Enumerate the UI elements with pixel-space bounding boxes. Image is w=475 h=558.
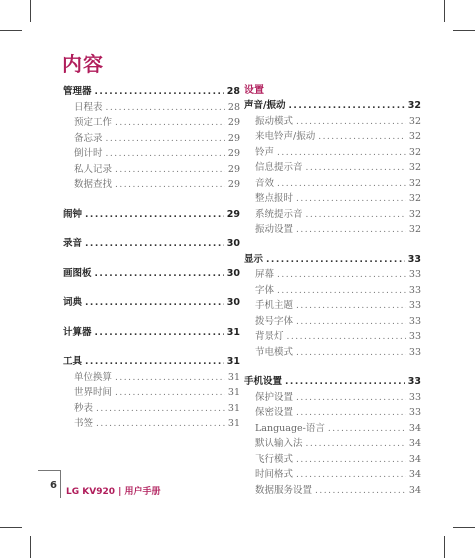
toc-entry-label: 管理器	[63, 86, 92, 97]
dot-leader	[106, 101, 225, 117]
dot-leader	[296, 346, 406, 362]
toc-page-number: 34	[408, 469, 421, 480]
toc-page-number: 33	[408, 331, 421, 342]
toc-subentry[interactable]	[63, 385, 240, 401]
toc-heading[interactable]	[63, 325, 240, 341]
crop-mark	[0, 30, 22, 31]
toc-entry-label: 数据服务设置	[255, 484, 313, 496]
toc-subentry[interactable]	[63, 100, 240, 116]
footer-divider	[60, 470, 61, 498]
crop-mark	[30, 536, 31, 558]
dot-leader	[277, 177, 406, 193]
crop-mark	[444, 0, 445, 22]
dot-leader	[296, 192, 406, 208]
toc-page-number: 29	[227, 148, 240, 159]
toc-entry-label: 拨号字体	[255, 315, 294, 327]
section-gap	[63, 222, 240, 236]
toc-heading[interactable]	[63, 295, 240, 311]
toc-subentry[interactable]	[63, 401, 240, 417]
dot-leader	[106, 147, 225, 163]
toc-page-number: 31	[227, 418, 240, 429]
toc-subentry[interactable]	[244, 160, 421, 176]
footer-rule	[38, 470, 60, 471]
toc-page-number: 32	[408, 146, 421, 158]
toc-subentry[interactable]	[244, 267, 421, 283]
dot-leader	[296, 299, 406, 315]
toc-page-number: 32	[407, 100, 421, 111]
crop-mark	[444, 536, 445, 558]
toc-entry-label: 数据查找	[74, 179, 113, 190]
section-title-settings: 设置	[244, 85, 264, 96]
toc-entry-label: 保护设置	[255, 391, 294, 403]
dot-leader	[306, 437, 406, 453]
dot-leader	[115, 163, 225, 179]
section-gap	[244, 238, 421, 252]
crop-mark	[453, 30, 475, 31]
toc-page-number: 28	[226, 86, 240, 97]
toc-page-number: 31	[226, 356, 240, 367]
toc-subentry[interactable]	[244, 483, 421, 499]
dot-leader	[115, 386, 225, 402]
section-gap	[63, 281, 240, 295]
toc-page-number: 32	[408, 193, 421, 204]
dot-leader	[95, 85, 224, 101]
toc-subentry[interactable]	[244, 176, 421, 192]
toc-page-number: 34	[408, 453, 421, 465]
toc-entry-label: 画图板	[63, 267, 92, 279]
toc-subentry[interactable]	[63, 416, 240, 432]
section-gap	[63, 193, 240, 207]
dot-leader	[115, 371, 225, 387]
page-title: 内容	[62, 52, 104, 76]
toc-entry-label: 字体	[255, 284, 275, 296]
toc-page-number: 34	[408, 438, 421, 449]
toc-page-number: 29	[227, 163, 240, 175]
toc-subentry[interactable]	[244, 421, 421, 437]
toc-entry-label: 飞行模式	[255, 453, 294, 465]
toc-heading[interactable]	[244, 252, 421, 268]
toc-entry-label: 备忘录	[74, 132, 103, 144]
toc-page-number: 29	[227, 179, 240, 190]
toc-page-number: 32	[408, 162, 421, 173]
dot-leader	[287, 330, 406, 346]
dot-leader	[85, 237, 224, 253]
toc-page-number: 33	[408, 315, 421, 327]
toc-page-number: 33	[408, 284, 421, 296]
toc-entry-label: 振动设置	[255, 224, 294, 235]
toc-entry-label: 单位换算	[74, 371, 113, 383]
toc-entry-label: 铃声	[255, 146, 275, 158]
toc-subentry[interactable]	[244, 452, 421, 468]
toc-subentry[interactable]	[244, 467, 421, 483]
toc-subentry[interactable]	[63, 177, 240, 193]
toc-entry-label: 词典	[63, 297, 83, 308]
toc-entry-label: 默认输入法	[255, 438, 303, 449]
toc-subentry[interactable]	[244, 129, 421, 145]
toc-page-number: 33	[407, 376, 421, 387]
toc-heading[interactable]	[63, 236, 240, 252]
dot-leader	[296, 115, 406, 131]
toc-page-number: 33	[408, 391, 421, 403]
toc-page-number: 31	[227, 402, 240, 414]
toc-entry-label: 日程表	[74, 101, 103, 113]
toc-subentry[interactable]	[244, 405, 421, 421]
dot-leader	[266, 253, 405, 269]
toc-entry-label: 屏幕	[255, 269, 275, 280]
toc-page-number: 33	[408, 407, 421, 418]
dot-leader	[296, 223, 406, 239]
toc-entry-label: 世界时间	[74, 387, 113, 398]
toc-entry-label: 手机主题	[255, 300, 294, 311]
dot-leader	[85, 208, 224, 224]
section-gap	[63, 252, 240, 266]
toc-subentry[interactable]	[244, 436, 421, 452]
dot-leader	[106, 132, 225, 148]
toc-page-number: 28	[227, 101, 240, 113]
toc-entry-label: 时间格式	[255, 469, 294, 480]
toc-page-number: 29	[226, 208, 240, 220]
dot-leader	[285, 375, 405, 391]
toc-entry-label: 预定工作	[74, 117, 113, 128]
toc-page-number: 34	[408, 422, 421, 434]
dot-leader	[96, 417, 225, 433]
settings-groups	[244, 98, 421, 498]
toc-page-number: 32	[408, 208, 421, 220]
toc-entry-label: 振动模式	[255, 115, 294, 127]
toc-subentry[interactable]	[244, 191, 421, 207]
toc-heading[interactable]	[63, 84, 240, 100]
toc-heading[interactable]	[63, 266, 240, 282]
dot-leader	[115, 178, 225, 194]
dot-leader	[328, 422, 406, 438]
dot-leader	[296, 406, 406, 422]
dot-leader	[96, 402, 225, 418]
dot-leader	[306, 208, 406, 224]
toc-entry-label: 工具	[63, 356, 83, 367]
toc-page-number: 30	[226, 297, 240, 308]
toc-entry-label: 背景灯	[255, 331, 284, 342]
crop-mark	[0, 527, 22, 528]
toc-entry-label: 来电铃声/振动	[255, 131, 316, 142]
toc-page-number: 32	[408, 177, 421, 189]
toc-entry-label: 书签	[74, 418, 94, 429]
toc-page-number: 31	[227, 387, 240, 398]
dot-leader	[277, 146, 406, 162]
toc-entry-label: 声音/振动	[244, 100, 286, 111]
toc-entry-label: 计算器	[63, 326, 92, 338]
toc-page-number: 33	[407, 253, 421, 265]
toc-page-number: 33	[408, 269, 421, 280]
toc-page-number: 30	[226, 267, 240, 279]
toc-page-number: 31	[226, 326, 240, 338]
toc-page-number: 32	[408, 224, 421, 235]
toc-subentry[interactable]	[63, 162, 240, 178]
dot-leader	[296, 315, 406, 331]
section-gap	[63, 311, 240, 325]
crop-mark	[30, 0, 31, 22]
toc-page-number: 34	[408, 484, 421, 496]
dot-leader	[277, 268, 406, 284]
dot-leader	[296, 453, 406, 469]
toc-entry-label: 信息提示音	[255, 162, 303, 173]
toc-heading[interactable]	[63, 354, 240, 370]
dot-leader	[85, 296, 224, 312]
toc-entry-label: 音效	[255, 177, 275, 189]
toc-entry-label: 保密设置	[255, 407, 294, 418]
toc-page-number: 31	[227, 371, 240, 383]
toc-subentry[interactable]	[63, 370, 240, 386]
toc-entry-label: 显示	[244, 253, 264, 265]
dot-leader	[277, 284, 406, 300]
toc-entry-label: 整点报时	[255, 193, 294, 204]
dot-leader	[306, 161, 406, 177]
toc-page-number: 29	[227, 132, 240, 144]
toc-subentry[interactable]	[244, 145, 421, 161]
toc-entry-label: 节电模式	[255, 346, 294, 358]
toc-entry-label: 系统提示音	[255, 208, 303, 220]
toc-subentry[interactable]	[244, 314, 421, 330]
dot-leader	[318, 130, 406, 146]
dot-leader	[85, 355, 224, 371]
toc-page-number: 33	[408, 346, 421, 358]
toc-entry-label: 私人记录	[74, 163, 113, 175]
toc-subentry[interactable]	[63, 131, 240, 147]
toc-left-column	[63, 84, 240, 432]
toc-page-number: 33	[408, 300, 421, 311]
dot-leader	[95, 267, 224, 283]
section-gap	[63, 340, 240, 354]
toc-heading[interactable]	[63, 207, 240, 223]
toc-page-number: 32	[408, 115, 421, 127]
toc-heading[interactable]	[244, 98, 421, 114]
toc-subentry[interactable]	[244, 114, 421, 130]
dot-leader	[296, 468, 406, 484]
dot-leader	[288, 99, 404, 115]
toc-subentry[interactable]	[244, 222, 421, 238]
dot-leader	[115, 116, 225, 132]
toc-subentry[interactable]	[63, 115, 240, 131]
page-number: 6	[50, 480, 57, 491]
toc-page-number: 30	[226, 238, 240, 249]
toc-right-column	[244, 84, 421, 498]
toc-subentry[interactable]	[244, 390, 421, 406]
toc-entry-label: Language-语言	[255, 422, 325, 434]
toc-subentry[interactable]	[63, 146, 240, 162]
toc-subentry[interactable]	[244, 207, 421, 223]
dot-leader	[296, 391, 406, 407]
toc-entry-label: 手机设置	[244, 376, 283, 387]
section-gap	[244, 360, 421, 374]
toc-subentry[interactable]	[244, 345, 421, 361]
toc-entry-label: 闹钟	[63, 208, 83, 220]
toc-entry-label: 倒计时	[74, 148, 103, 159]
dot-leader	[95, 326, 224, 342]
toc-entry-label: 录音	[63, 238, 83, 249]
toc-page-number: 29	[227, 117, 240, 128]
dot-leader	[315, 484, 406, 500]
toc-entry-label: 秒表	[74, 402, 94, 414]
toc-subentry[interactable]	[244, 283, 421, 299]
toc-page-number: 32	[408, 131, 421, 142]
toc-heading[interactable]	[244, 374, 421, 390]
toc-subentry[interactable]	[244, 329, 421, 345]
footer-text: LG KV920 | 用户手册	[66, 487, 161, 497]
crop-mark	[453, 527, 475, 528]
toc-subentry[interactable]	[244, 298, 421, 314]
